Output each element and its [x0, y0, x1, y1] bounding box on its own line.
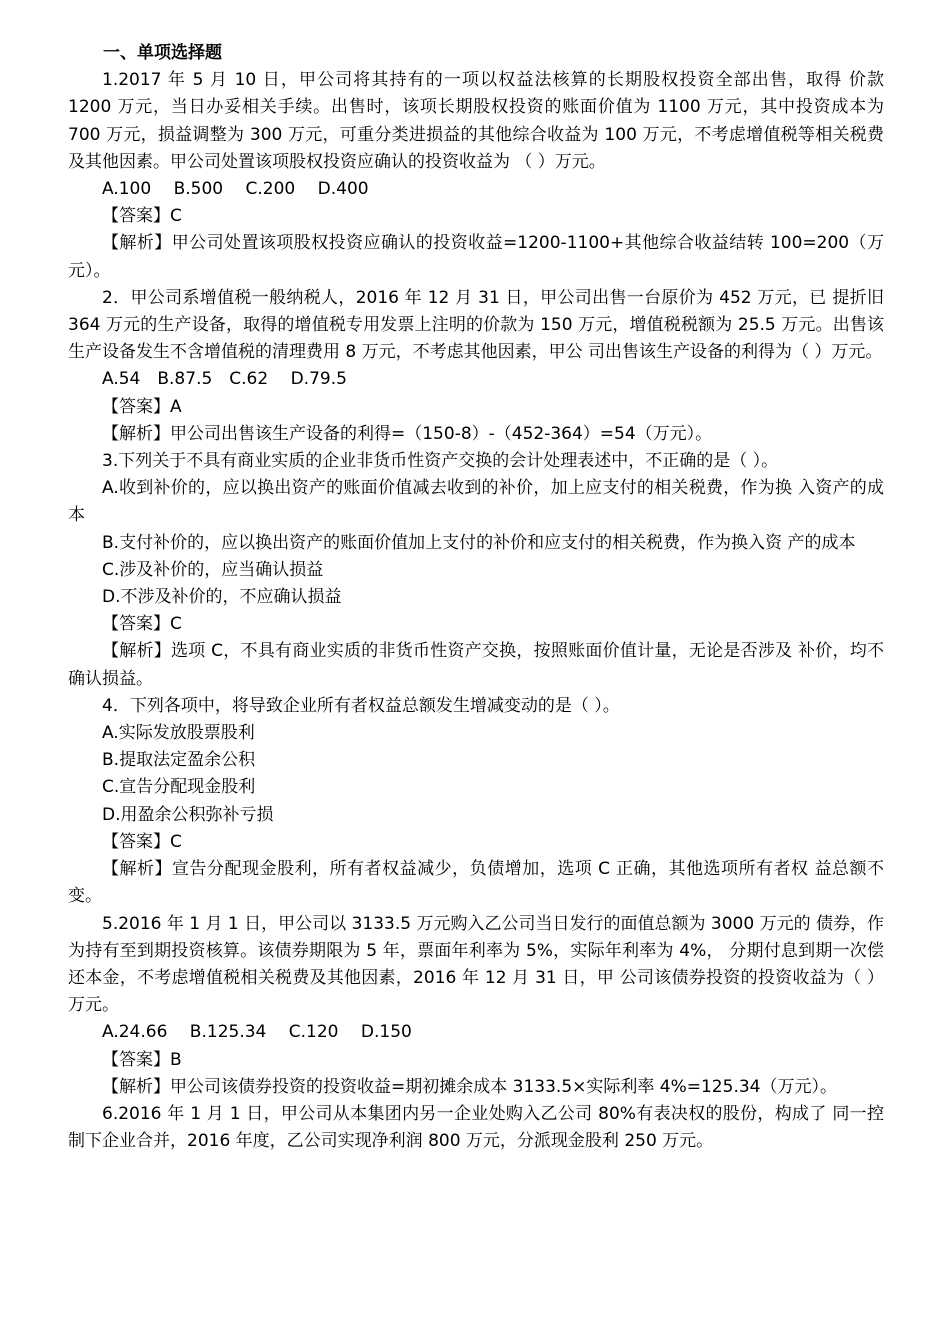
question-3-option-c: C.涉及补价的，应当确认损益: [102, 559, 324, 580]
question-3-option-b: B.支付补价的，应以换出资产的账面价值加上支付的补价和应支付的相关税费，作为换入资 产的成本: [102, 532, 856, 553]
question-5-analysis: 【解析】甲公司该债券投资的投资收益=期初摊余成本 3133.5×实际利率 4%=125.34（万元）。: [102, 1076, 837, 1097]
question-5-stem: 5.2016 年 1 月 1 日，甲公司以 3133.5 万元购入乙公司当日发行的面值总额为 3000 万元的 债券，作为持有至到期投资核算。该债券期限为 5 年，票面年利率为 5%，实际年利率为 4%， 分期付息到期一次偿还本金，不考虑增值税相关税费及其他因素，2016 年 12 月 31 日，甲 公司该债券投资的投资收益为（ ）万元。: [68, 913, 884, 1016]
question-3-analysis: 【解析】选项 C，不具有商业实质的非货币性资产交换，按照账面价值计量，无论是否涉及 补价，均不确认损益。: [68, 641, 884, 689]
question-4-stem: 4．下列各项中，将导致企业所有者权益总额发生增减变动的是（ ）。: [102, 695, 620, 716]
question-4-option-c: C.宣告分配现金股利: [102, 777, 256, 798]
question-2-stem: 2．甲公司系增值税一般纳税人，2016 年 12 月 31 日，甲公司出售一台原价为 452 万元，已 提折旧 364 万元的生产设备，取得的增值税专用发票上注明的价款为 150 万元，增值税税额为 25.5 万元。出售该生产设备发生不含增值税的清理费用 8 万元，不考虑其他因素，甲公 司出售该生产设备的利得为（ ）万元。: [68, 287, 884, 363]
document-page: [68, 40, 884, 1155]
question-4-analysis: 【解析】宣告分配现金股利，所有者权益减少，负债增加，选项 C 正确，其他选项所有者权 益总额不变。: [68, 859, 884, 907]
question-3-answer: 【答案】C: [102, 614, 182, 635]
question-6-stem: 6.2016 年 1 月 1 日，甲公司从本集团内另一企业处购入乙公司 80%有表决权的股份，构成了 同一控制下企业合并，2016 年度，乙公司实现净利润 800 万元，分派现金股利 250 万元。: [68, 1103, 884, 1152]
question-3-option-a: A.收到补价的，应以换出资产的账面价值减去收到的补价，加上应支付的相关税费，作为换 入资产的成本: [68, 478, 884, 526]
question-3-option-d: D.不涉及补价的，不应确认损益: [102, 587, 342, 608]
question-2-options: A.54 B.87.5 C.62 D.79.5: [102, 369, 347, 390]
question-4-answer: 【答案】C: [102, 831, 182, 852]
question-1-stem: 1.2017 年 5 月 10 日，甲公司将其持有的一项以权益法核算的长期股权投资全部出售，取得 价款 1200 万元，当日办妥相关手续。出售时，该项长期股权投资的账面价值为 1100 万元，其中投资成本为 700 万元，损益调整为 300 万元，可重分类进损益的其他综合收益为 100 万元，不考虑增值税等相关税费及其他因素。甲公司处置该项股权投资应确认的投资收益为 （ ）万元。: [68, 70, 884, 172]
question-4-option-d: D.用盈余公积弥补亏损: [102, 804, 274, 825]
question-1-answer: 【答案】C: [102, 206, 182, 227]
question-2-analysis: 【解析】甲公司出售该生产设备的利得=（150-8）-（452-364）=54（万元）。: [102, 423, 713, 444]
question-4-option-b: B.提取法定盈余公积: [102, 750, 256, 771]
section-title: 一、单项选择题: [103, 43, 222, 63]
question-5-answer: 【答案】B: [102, 1049, 182, 1070]
question-1-analysis: 【解析】甲公司处置该项股权投资应确认的投资收益=1200-1100+其他综合收益结转 100=200（万元）。: [68, 233, 884, 281]
question-2-answer: 【答案】A: [102, 396, 182, 417]
question-5-options: A.24.66 B.125.34 C.120 D.150: [102, 1022, 412, 1043]
question-3-stem: 3.下列关于不具有商业实质的企业非货币性资产交换的会计处理表述中，不正确的是（ ）。: [102, 451, 779, 472]
question-4-option-a: A.实际发放股票股利: [102, 723, 255, 744]
question-1-options: A.100 B.500 C.200 D.400: [102, 179, 369, 200]
